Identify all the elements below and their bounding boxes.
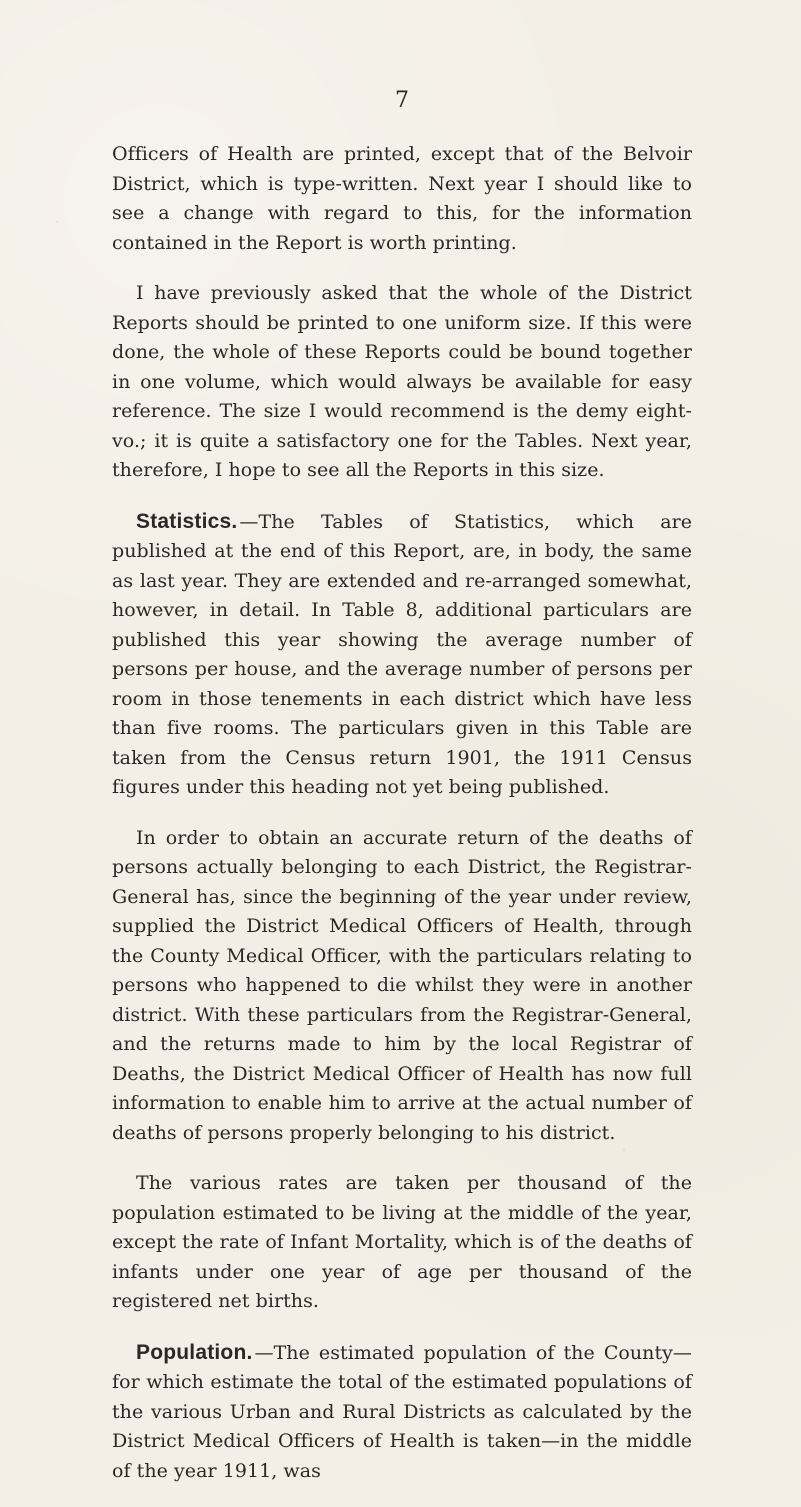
paragraph-text: Officers of Health are printed, except that of the Belvoir District, which is type-written. Next year I should like to see a change with regard to this, for the information contained in the Report is worth printing. [112,143,692,254]
document-body [112,140,692,1507]
paragraph-deaths-return [112,824,692,1149]
paragraph-statistics [112,507,692,803]
page-number: 7 [395,88,409,113]
paper-speck [145,1227,146,1228]
paper-speck [742,534,743,535]
paragraph-text: —The estimated population of the County—for which estimate the total of the estimated populations of the various Urban and Rural Districts as calculated by the District Medical Officers of Health is taken—in the middle of the year 1911, was [112,1341,692,1482]
section-heading-population: Population. [136,1340,253,1364]
section-heading-statistics: Statistics. [136,509,238,533]
paragraph-officers-health [112,140,692,258]
paragraph-rates [112,1169,692,1317]
paper-speck [623,1149,625,1151]
paragraph-text: The various rates are taken per thousand of the population estimated to be living at the middle of the year, except the rate of Infant Mortality, which is of the deaths of infants under one year of age per thousand of the registered net births. [112,1172,692,1312]
paragraph-report-size [112,279,692,486]
paper-speck [56,221,58,223]
paragraph-text: I have previously asked that the whole of the District Reports should be printed to one uniform size. If this were done, the whole of these Reports could be bound together in one volume, which would always be available for easy reference. The size I would recommend is the demy eight-vo.; it is quite a satisfactory one for the Tables. Next year, therefore, I hope to see all the Reports in this size. [112,282,692,481]
paragraph-text: —The Tables of Statistics, which are published at the end of this Report, are, in body, the same as last year. They are extended and re-arranged somewhat, however, in detail. In Table 8, additional particulars are published this year showing the average number of persons per house, and the average number of persons per room in those tenements in each district which have less than five rooms. The particulars given in this Table are taken from the Census return 1901, the 1911 Census figures under this heading not yet being published. [112,510,692,798]
paragraph-population [112,1338,692,1487]
paragraph-text: In order to obtain an accurate return of the deaths of persons actually belonging to each District, the Registrar-General has, since the beginning of the year under review, supplied the District Medical Officers of Health, through the County Medical Officer, with the particulars relating to persons who happened to die whilst they were in another district. With these particulars from the Registrar-General, and the returns made to him by the local Registrar of Deaths, the District Medical Officer of Health has now full information to enable him to arrive at the actual number of deaths of persons properly belonging to his district. [112,826,692,1144]
